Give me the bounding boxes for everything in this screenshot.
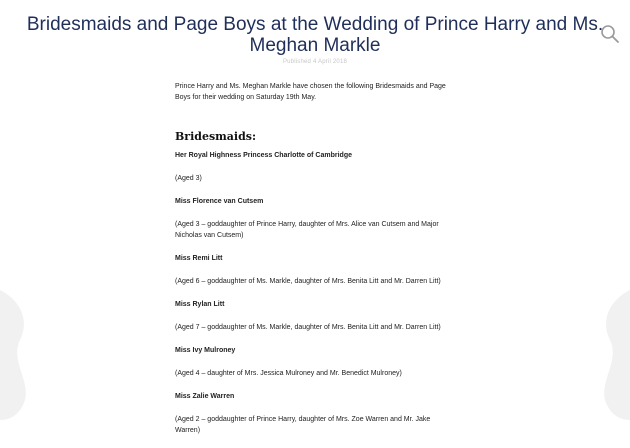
entry-detail: (Aged 3 – goddaughter of Prince Harry, daughter of Mrs. Alice van Cutsem and Major Nicholas van Cutsem) <box>175 221 439 239</box>
intro-paragraph: Prince Harry and Ms. Meghan Markle have chosen the following Bridesmaids and Page Boys for their wedding on Saturday 19th May. <box>175 83 446 101</box>
heraldic-ornament-right <box>590 270 630 420</box>
page-header <box>0 14 630 65</box>
entry-name: Miss Florence van Cutsem <box>175 198 264 205</box>
entry-detail: (Aged 7 – goddaughter of Ms. Markle, daughter of Mrs. Benita Litt and Mr. Darren Litt) <box>175 324 441 331</box>
bridesmaid-entry <box>175 253 455 287</box>
bridesmaid-entry <box>175 299 455 333</box>
bridesmaid-entry <box>175 391 455 436</box>
bridesmaid-entry <box>175 150 455 184</box>
entry-detail: (Aged 3) <box>175 175 202 182</box>
entry-name: Miss Rylan Litt <box>175 301 225 308</box>
entry-name: Her Royal Highness Princess Charlotte of Cambridge <box>175 152 352 159</box>
bridesmaids-heading: Bridesmaids: <box>175 130 257 143</box>
entry-detail: (Aged 4 – daughter of Mrs. Jessica Mulroney and Mr. Benedict Mulroney) <box>175 370 402 377</box>
heraldic-ornament-left <box>0 270 40 420</box>
search-button[interactable] <box>600 24 620 44</box>
entry-name: Miss Remi Litt <box>175 255 223 262</box>
entry-name: Miss Zalie Warren <box>175 393 235 400</box>
bridesmaid-entry <box>175 196 455 241</box>
entry-detail: (Aged 6 – goddaughter of Ms. Markle, daughter of Mrs. Benita Litt and Mr. Darren Litt) <box>175 278 441 285</box>
publish-date: Published 4 April 2018 <box>282 59 348 65</box>
bridesmaid-entry <box>175 345 455 379</box>
entry-name: Miss Ivy Mulroney <box>175 347 236 354</box>
entry-detail: (Aged 2 – goddaughter of Prince Harry, daughter of Mrs. Zoe Warren and Mr. Jake Warren) <box>175 416 431 434</box>
search-icon <box>600 24 620 44</box>
article-body <box>175 81 455 448</box>
page-title: Bridesmaids and Page Boys at the Wedding of Prince Harry and Ms. Meghan Markle <box>26 14 604 56</box>
